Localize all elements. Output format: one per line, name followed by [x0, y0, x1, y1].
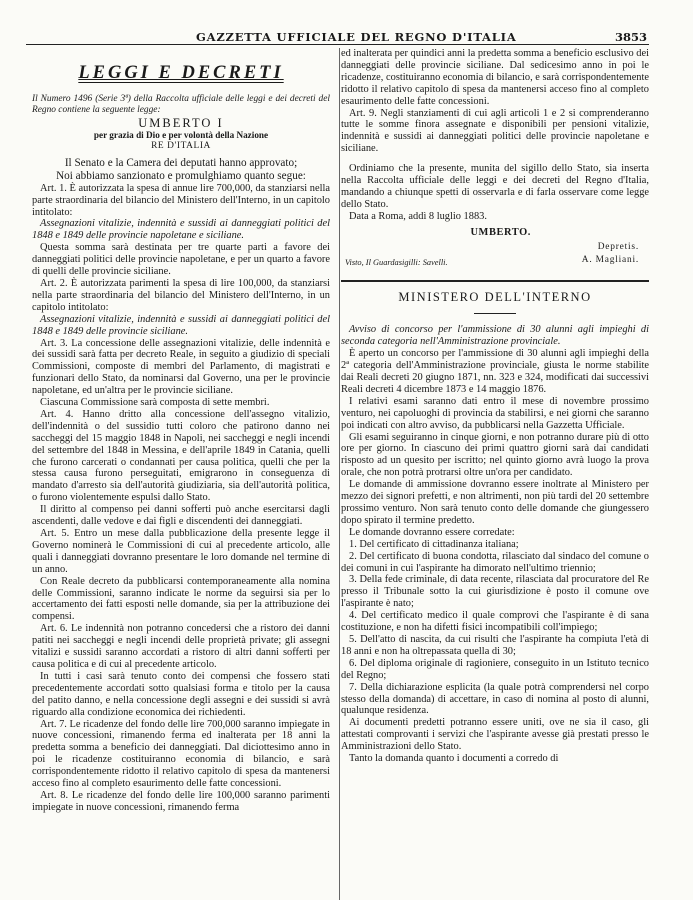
notice-paragraph-9: 3. Della fede criminale, di data recente, rilasciata dal procuratore del Re presso il Tribunale sotto la cui giurisdizione è posto il comune ove l'aspirante è nato; [341, 574, 649, 610]
notice-paragraph-7: 1. Del certificato di cittadinanza italiana; [349, 538, 519, 550]
notice-paragraph-10: 4. Del certificato medico il quale comprovi che l'aspirante è di sana costituzione, e non ha difetti fisici incompatibili coll'impiego; [341, 610, 649, 634]
notice-body [341, 324, 649, 765]
law-paragraph-8: Art. 4. Hanno dritto alla concessione dell'assegno vitalizio, dell'indennità o del sussidio tutti coloro che patirono danno nei saccheggi del 15 maggio 1848 in Napoli, nei saccheggi e negli incendi del settembre del 1848 in Messina, e dell'aprile 1849 in Catania, quelli che furono carcerati o condannati per causa politica, quelli che per la stessa causa furono perseguitati, emigrarono in conseguenza di mandato d'arresto sia dell'autorità giudiziaria, sia dell'autorità politica, o furono violentemente espulsi dallo Stato. [32, 408, 330, 504]
law-paragraph-7: Ciascuna Commissione sarà composta di sette membri. [40, 397, 270, 409]
promulgation-line: Noi abbiamo sanzionato e promulghiamo quanto segue: [56, 169, 306, 182]
sovereign-title: RE D'ITALIA [151, 140, 211, 151]
ministry-title: MINISTERO DELL'INTERNO [398, 289, 592, 304]
law-paragraph-1: Art. 1. È autorizzata la spesa di annue lire 700,000, da stanziarsi nella parte straordinaria del bilancio del Ministero dell'Interno, in un capitolo intitolato: [32, 182, 330, 218]
notice-paragraph-13: 7. Della dichiarazione esplicita (la quale potrà comprendersi nel corpo stesso della domanda) di accettare, in caso di nomina al posto di alunni, qualunque residenza. [341, 681, 649, 717]
law-paragraph-5: Assegnazioni vitalizie, indennità e sussidi ai danneggiati politici del 1848 e 1849 delle provincie siciliane. [32, 313, 330, 337]
king-signature: UMBERTO. [470, 226, 531, 238]
notice-paragraph-1: Avviso di concorso per l'ammissione di 30 alunni agli impieghi di seconda categoria nell'Amministrazione provinciale. [341, 324, 649, 348]
law-paragraph-10: Art. 5. Entro un mese dalla pubblicazione della presente legge il Governo nominerà le Commissioni di cui al precedente articolo, alle quali i danneggiati dovranno presentare le loro domande nel termine di un anno. [32, 528, 330, 575]
minister-depretis: Depretis. [597, 241, 639, 252]
law-articles [32, 183, 330, 814]
law-paragraph-2: Assegnazioni vitalizie, indennità e sussidi ai danneggiati politici del 1848 e 1849 delle provincie napoletane e siciliane. [32, 218, 330, 242]
column-divider [339, 48, 340, 900]
law-paragraph-12: Art. 6. Le indennità non potranno concedersi che a ristoro dei danni patiti nei saccheggi e negli incendi delle proprietà private; gli assegni vitalizi e sussidi saranno accordati a ristoro di altri danni sofferti per causa politica e di cui al precedente articolo. [32, 623, 330, 670]
left-column [32, 52, 330, 814]
law-paragraph-3: Questa somma sarà destinata per tre quarte parti a favore dei danneggiati politici delle provincie napoletane, e per un quarto a favore di quelli delle provincie siciliane. [32, 242, 330, 278]
notice-paragraph-8: 2. Del certificato di buona condotta, rilasciato dal sindaco del comune o dei comuni in cui l'aspirante ha dimorato nell'ultimo triennio; [341, 550, 649, 574]
law-paragraph-11: Con Reale decreto da pubblicarsi contemporaneamente alla nomina delle Commissioni, saranno indicate le norme da seguirsi sia per lo accertamento dei fatti esposti nelle domande, sia per la attribuzione dei compensi. [32, 575, 330, 623]
page-header [0, 0, 693, 44]
law-paragraph-6: Art. 3. La concessione delle assegnazioni vitalizie, delle indennità e dei sussidi sarà fatta per decreto Reale, in seguito a giudizio di speciali Commissioni, composte di membri del Parlamento, di magistrati e funzionari dello Stato, da nominarsi dal Governo, una per le provincie napoletane, ed un'altra per le provincie siciliane. [32, 337, 330, 397]
sovereign-formula: per grazia di Dio e per volontà della Nazione [93, 129, 269, 140]
law-paragraph-13: In tutti i casi sarà tenuto conto dei compensi che fossero stati precedentemente accordati sotto qualsiasi forma e titolo per la causa del patito danno, e nella concessione degli assegni e dei sussidi si avrà riguardo alla condizione economica dei richiedenti. [32, 670, 330, 718]
law-intro: Il Numero 1496 (Serie 3ª) della Raccolta ufficiale delle leggi e dei decreti del Regno contiene la seguente legge: [32, 93, 330, 115]
law-paragraph-14: Art. 7. Le ricadenze del fondo delle lire 700,000 saranno impiegate in nuove concessioni, rimanendo ferma ed inalterata per 18 anni la predetta somma a beneficio dei danneggiati. Dal diciottesimo anno in poi le ricadenze costituiranno economia di bilancio, e sarà corrispondentemente ridotto il relativo capitolo di spesa da mantenersi acceso fino al completo esaurimento delle fatte concessioni. [32, 718, 330, 790]
ordiniamo-paragraph: Ordiniamo che la presente, munita del sigillo dello Stato, sia inserta nella Raccolta ufficiale delle leggi e dei decreti del Regno d'Italia, mandando a chiunque spetti di osservarla e di farla osservare come legge dello Stato. [341, 163, 649, 210]
notice-paragraph-15: Tanto la domanda quanto i documenti a corredo di [349, 753, 559, 765]
notice-paragraph-4: Gli esami seguiranno in cinque giorni, e non potranno durare più di otto ore per giorno. In ciascuno dei primi quattro giorni sarà dai candidati risposto ad un quesito per iscritto; nel quinto giorno avrà luogo la prova orale, che non potrà protrarsi oltre un'ora per candidato. [341, 431, 649, 479]
title-underline [474, 313, 516, 314]
notice-paragraph-5: Le domande di ammissione dovranno essere inoltrate al Ministero per mezzo dei signori prefetti, e non altrimenti, non più tardi del 20 settembre prossimo venturo. Non sarà tenuto conto delle domande che giungessero dopo spirato il termine predetto. [341, 479, 649, 526]
law-paragraph-9: Il diritto al compenso pei danni sofferti può anche esercitarsi dagli ascendenti, dalle vedove e dai figli e discendenti dei danneggiati. [32, 504, 330, 528]
approval-line: Il Senato e la Camera dei deputati hanno approvato; [64, 156, 298, 169]
gazette-title: GAZZETTA UFFICIALE DEL REGNO D'ITALIA [196, 30, 517, 44]
notice-paragraph-6: Le domande dovranno essere corredate: [349, 526, 515, 538]
visto-line: Visto, Il Guardasigilli: Savelli. [345, 257, 448, 267]
header-rule [26, 44, 649, 45]
section-title: LEGGI E DECRETI [78, 63, 284, 83]
article-9: Art. 9. Negli stanziamenti di cui agli articoli 1 e 2 si comprenderanno tutte le somme finora assegnate e disponibili per pensioni vitalizie, indennità e sussidi ai danneggiati politici delle provincie napoletane e siciliane. [341, 107, 649, 155]
law-paragraph-15: Art. 8. Le ricadenze del fondo delle lire 100,000 saranno parimenti impiegate in nuove concessioni, rimanendo ferma [32, 789, 330, 813]
law-paragraph-4: Art. 2. È autorizzata parimenti la spesa di lire 100,000, da stanziarsi nella parte straordinaria del bilancio del Ministero dell'Interno, in un capitolo intitolato: [32, 277, 330, 313]
right-column [341, 48, 649, 765]
notice-paragraph-12: 6. Del diploma originale di ragioniere, conseguito in un Istituto tecnico del Regno; [341, 657, 649, 681]
notice-paragraph-2: È aperto un concorso per l'ammissione di 30 alunni agli impieghi della 2ª categoria dell'Amministrazione provinciale, giusta le norme stabilite dai Reali decreti 20 giugno 1871, nn. 323 e 324, modificati dai successivi Reali decreti 4 dicembre 1873 e 14 maggio 1876. [341, 348, 649, 395]
notice-paragraph-3: I relativi esami saranno dati entro il mese di novembre prossimo venturo, nei capoluoghi di provincia da stabilirsi, e nei giorni che saranno poi indicati con altro avviso, da pubblicarsi nella Gazzetta Ufficiale. [341, 395, 649, 431]
countersign-row [341, 255, 649, 268]
minister-magliani: A. Magliani. [581, 254, 639, 265]
sovereign-name: UMBERTO I [138, 115, 224, 130]
article-continuation: ed inalterata per quindici anni la predetta somma a beneficio esclusivo dei danneggiati delle provincie siciliane. Dal sedicesimo anno in poi le ricadenze, costituiranno economia di bilancio, e sarà corrispondentemente ridotto il relativo capitolo di spesa da mantenersi acceso fino al completo esaurimento delle fatte concessioni. [341, 48, 649, 107]
section-rule [341, 280, 649, 282]
notice-paragraph-11: 5. Dell'atto di nascita, da cui risulti che l'aspirante ha compiuta l'età di 18 anni e non ha oltrepassata quella di 30; [341, 633, 649, 657]
page-number: 3853 [614, 30, 647, 44]
date-line: Data a Roma, addì 8 luglio 1883. [349, 210, 487, 222]
notice-paragraph-14: Ai documenti predetti potranno essere uniti, ove ne sia il caso, gli attestati comprovanti i servizi che l'aspirante avesse già prestati presso le Amministrazioni dello Stato. [341, 717, 649, 753]
